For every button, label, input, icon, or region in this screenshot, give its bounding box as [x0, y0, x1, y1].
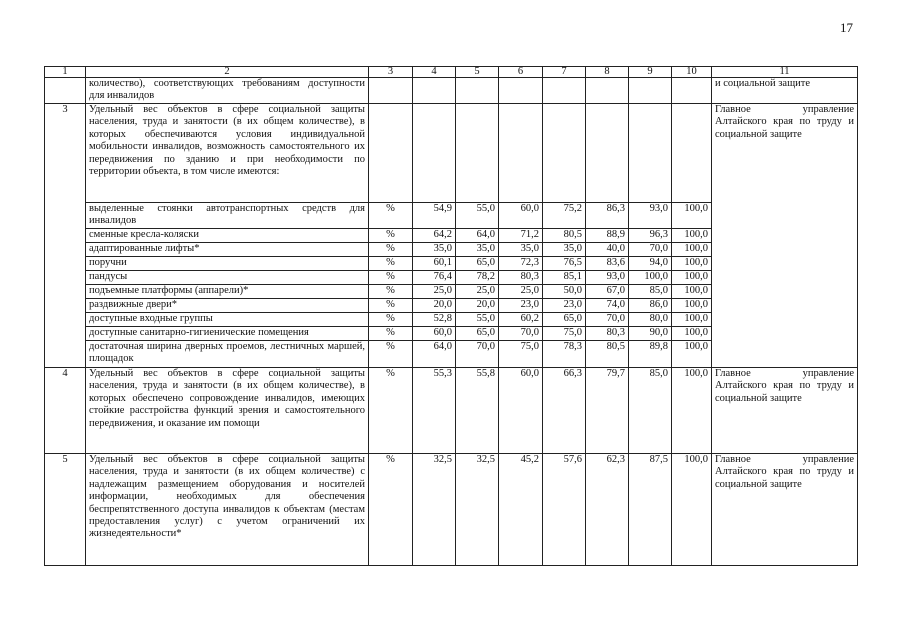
sub-item-value: 65,0: [456, 257, 499, 271]
sub-item-value: 55,0: [456, 313, 499, 327]
sub-item-value: 100,0: [672, 299, 712, 313]
sub-item-value: 75,2: [543, 203, 586, 229]
sub-item-value: 100,0: [629, 271, 672, 285]
sub-item-value: 23,0: [499, 299, 543, 313]
page-number: 17: [840, 20, 853, 35]
sub-item-value: 85,1: [543, 271, 586, 285]
sub-item-value: 67,0: [586, 285, 629, 299]
sub-item-value: 70,0: [586, 313, 629, 327]
sub-item-value: 70,0: [456, 341, 499, 368]
sub-item-value: 35,0: [543, 243, 586, 257]
indicator-value: 32,5: [456, 454, 499, 566]
sub-item-value: 85,0: [629, 285, 672, 299]
indicator-row-3: [45, 104, 858, 203]
sub-item-value: 64,2: [413, 229, 456, 243]
sub-item-unit: %: [369, 327, 413, 341]
sub-item-unit: %: [369, 285, 413, 299]
sub-item-value: 65,0: [543, 313, 586, 327]
sub-item-name: доступные санитарно-гигиенические помещения: [86, 327, 369, 341]
sub-item-value: 100,0: [672, 327, 712, 341]
sub-item-unit: %: [369, 243, 413, 257]
indicators-table: [44, 66, 858, 566]
sub-item-value: 94,0: [629, 257, 672, 271]
sub-item-value: 70,0: [629, 243, 672, 257]
indicator-responsible: Главное управление Алтайского края по труду и социальной защите: [712, 368, 858, 454]
sub-item-value: 100,0: [672, 203, 712, 229]
sub-item-value: 75,0: [499, 341, 543, 368]
sub-item-value: 70,0: [499, 327, 543, 341]
sub-item-value: 60,0: [499, 203, 543, 229]
sub-item-value: 83,6: [586, 257, 629, 271]
sub-item-value: 52,8: [413, 313, 456, 327]
sub-item-value: 55,0: [456, 203, 499, 229]
sub-item-value: 80,3: [586, 327, 629, 341]
indicator-name: Удельный вес объектов в сфере социальной защиты населения, труда и занятости (в их общем количестве), в которых обеспечиваются условия индивидуальной мобильности инвалидов, возможность самостоятельного их передвижения по зданию и при необходимости по территории объекта, в том числе имеются:: [86, 104, 369, 203]
indicator-value: 45,2: [499, 454, 543, 566]
indicator-number: 4: [45, 368, 86, 454]
sub-item-name: адаптированные лифты*: [86, 243, 369, 257]
sub-item-value: 76,4: [413, 271, 456, 285]
indicator-row-5: [45, 454, 858, 566]
indicator-value: 66,3: [543, 368, 586, 454]
sub-item-unit: %: [369, 257, 413, 271]
indicator-unit: %: [369, 368, 413, 454]
header-cell: 4: [413, 67, 456, 78]
indicator-value: 100,0: [672, 368, 712, 454]
sub-item-value: 64,0: [456, 229, 499, 243]
sub-item-value: 90,0: [629, 327, 672, 341]
sub-item-value: 100,0: [672, 257, 712, 271]
sub-item-value: 80,5: [543, 229, 586, 243]
indicator-row-4: [45, 368, 858, 454]
header-cell: 1: [45, 67, 86, 78]
indicator-value: 55,8: [456, 368, 499, 454]
sub-item-value: 23,0: [543, 299, 586, 313]
header-cell: 11: [712, 67, 858, 78]
sub-item-value: 65,0: [456, 327, 499, 341]
indicator-value: 100,0: [672, 454, 712, 566]
sub-item-unit: %: [369, 271, 413, 285]
sub-item-value: 80,0: [629, 313, 672, 327]
indicator-name: Удельный вес объектов в сфере социальной защиты населения, труда и занятости (в их общем количестве), в которых обеспечено сопровождение инвалидов, имеющих стойкие расстройства функций зрения и самостоятельного передвижения, и оказание им помощи: [86, 368, 369, 454]
header-cell: 2: [86, 67, 369, 78]
sub-item-value: 20,0: [413, 299, 456, 313]
indicator-unit: %: [369, 454, 413, 566]
sub-item-unit: %: [369, 299, 413, 313]
sub-item-value: 78,2: [456, 271, 499, 285]
sub-item-value: 20,0: [456, 299, 499, 313]
sub-item-value: 60,2: [499, 313, 543, 327]
header-cell: 3: [369, 67, 413, 78]
header-cell: 7: [543, 67, 586, 78]
continuation-row: [45, 78, 858, 104]
sub-item-value: 86,0: [629, 299, 672, 313]
sub-item-value: 80,3: [499, 271, 543, 285]
indicator-value: 62,3: [586, 454, 629, 566]
sub-item-unit: %: [369, 229, 413, 243]
sub-item-value: 25,0: [499, 285, 543, 299]
sub-item-value: 75,0: [543, 327, 586, 341]
sub-item-value: 74,0: [586, 299, 629, 313]
sub-item-name: сменные кресла-коляски: [86, 229, 369, 243]
sub-item-name: достаточная ширина дверных проемов, лестничных маршей, площадок: [86, 341, 369, 368]
sub-item-value: 89,8: [629, 341, 672, 368]
sub-item-value: 60,1: [413, 257, 456, 271]
sub-item-value: 72,3: [499, 257, 543, 271]
sub-item-unit: %: [369, 313, 413, 327]
sub-item-value: 100,0: [672, 313, 712, 327]
indicator-value: 60,0: [499, 368, 543, 454]
indicator-number: 5: [45, 454, 86, 566]
sub-item-value: 78,3: [543, 341, 586, 368]
sub-item-value: 100,0: [672, 285, 712, 299]
sub-item-value: 93,0: [586, 271, 629, 285]
sub-item-value: 86,3: [586, 203, 629, 229]
header-row: [45, 67, 858, 78]
sub-item-value: 25,0: [456, 285, 499, 299]
sub-item-value: 35,0: [499, 243, 543, 257]
sub-item-value: 93,0: [629, 203, 672, 229]
continuation-text: количество), соответствующих требованиям доступности для инвалидов: [86, 78, 369, 104]
sub-item-name: подъемные платформы (аппарели)*: [86, 285, 369, 299]
sub-item-value: 100,0: [672, 271, 712, 285]
header-cell: 9: [629, 67, 672, 78]
indicator-value: 79,7: [586, 368, 629, 454]
header-cell: 8: [586, 67, 629, 78]
sub-item-value: 76,5: [543, 257, 586, 271]
sub-item-name: поручни: [86, 257, 369, 271]
sub-item-value: 54,9: [413, 203, 456, 229]
sub-item-name: доступные входные группы: [86, 313, 369, 327]
sub-item-value: 100,0: [672, 229, 712, 243]
sub-item-value: 25,0: [413, 285, 456, 299]
indicator-number: 3: [45, 104, 86, 368]
header-cell: 5: [456, 67, 499, 78]
sub-item-value: 100,0: [672, 243, 712, 257]
indicator-responsible: Главное управление Алтайского края по труду и социальной защите: [712, 104, 858, 368]
sub-item-value: 71,2: [499, 229, 543, 243]
indicator-value: 57,6: [543, 454, 586, 566]
header-cell: 6: [499, 67, 543, 78]
continuation-responsible: и социальной защите: [712, 78, 858, 104]
sub-item-value: 96,3: [629, 229, 672, 243]
sub-item-value: 40,0: [586, 243, 629, 257]
sub-item-name: пандусы: [86, 271, 369, 285]
header-cell: 10: [672, 67, 712, 78]
sub-item-unit: %: [369, 341, 413, 368]
indicator-responsible: Главное управление Алтайского края по труду и социальной защите: [712, 454, 858, 566]
sub-item-value: 35,0: [413, 243, 456, 257]
indicator-value: 85,0: [629, 368, 672, 454]
sub-item-value: 60,0: [413, 327, 456, 341]
sub-item-value: 64,0: [413, 341, 456, 368]
indicator-value: 87,5: [629, 454, 672, 566]
sub-item-unit: %: [369, 203, 413, 229]
indicator-value: 55,3: [413, 368, 456, 454]
sub-item-value: 88,9: [586, 229, 629, 243]
sub-item-name: раздвижные двери*: [86, 299, 369, 313]
sub-item-value: 100,0: [672, 341, 712, 368]
indicator-name: Удельный вес объектов в сфере социальной защиты населения, труда и занятости (в их общем количестве) с надлежащим размещением оборудования и носителей информации, необходимых для обеспечения беспрепятственного доступа инвалидов к объектам (местам предоставления услуг) с учетом ограничений их жизнедеятельности*: [86, 454, 369, 566]
sub-item-value: 80,5: [586, 341, 629, 368]
sub-item-value: 50,0: [543, 285, 586, 299]
sub-item-name: выделенные стоянки автотранспортных средств для инвалидов: [86, 203, 369, 229]
sub-item-value: 35,0: [456, 243, 499, 257]
indicator-value: 32,5: [413, 454, 456, 566]
